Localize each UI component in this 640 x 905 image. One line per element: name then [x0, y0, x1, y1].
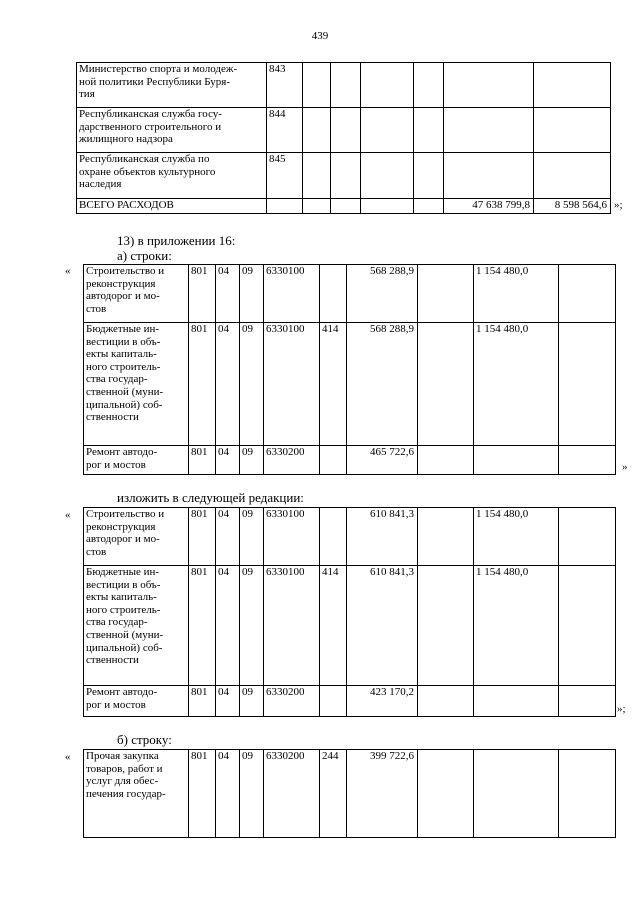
page-number: 439: [311, 30, 329, 42]
department-name: Республиканская служба по охране объектов культурного наследия: [77, 153, 267, 199]
amendment-table-new: [83, 507, 616, 717]
subsection-heading: б) строку:: [117, 732, 172, 747]
table-row: [84, 750, 616, 838]
row-name: Прочая закупка товаров, работ и услуг для обес- печения государ-: [84, 750, 189, 838]
ministry-code: 801: [189, 446, 216, 475]
amount: 465 722,6: [347, 446, 418, 475]
subsection-code: 09: [240, 265, 264, 323]
ministry-code: 801: [189, 750, 216, 838]
section-code: 04: [216, 508, 240, 566]
ministry-code: 801: [189, 566, 216, 686]
target-code: 6330100: [264, 566, 320, 686]
target-code: 6330200: [264, 750, 320, 838]
amount-2: 1 154 480,0: [474, 323, 559, 446]
table-row: [84, 446, 616, 475]
total-value-1: 47 638 799,8: [444, 199, 534, 214]
section-code: 04: [216, 686, 240, 717]
amendment-table-old: [83, 264, 616, 475]
type-code: [320, 265, 347, 323]
row-name: Ремонт автодо- рог и мостов: [84, 446, 189, 475]
target-code: 6330100: [264, 323, 320, 446]
amount: 610 841,3: [347, 566, 418, 686]
replacement-heading: изложить в следующей редакции:: [117, 490, 304, 505]
total-row: [77, 199, 611, 214]
target-code: 6330200: [264, 446, 320, 475]
subsection-code: 09: [240, 323, 264, 446]
subsection-code: 09: [240, 508, 264, 566]
subsection-code: 09: [240, 750, 264, 838]
total-label: ВСЕГО РАСХОДОВ: [77, 199, 267, 214]
row-name: Бюджетные ин- вестиции в объ- екты капиталь- ного строитель- ства государ- ственной (муни- ципальной) соб- ственности: [84, 323, 189, 446]
ministry-code: 801: [189, 686, 216, 717]
target-code: 6330200: [264, 686, 320, 717]
amount-2: [474, 686, 559, 717]
amount: 399 722,6: [347, 750, 418, 838]
ministry-code: 801: [189, 323, 216, 446]
amount-2: [474, 446, 559, 475]
ministry-code: 801: [189, 508, 216, 566]
section-code: 04: [216, 265, 240, 323]
opening-quote: «: [65, 509, 71, 521]
row-name: Бюджетные ин- вестиции в объ- екты капиталь- ного строитель- ства государ- ственной (муни- ципальной) соб- ственности: [84, 566, 189, 686]
closing-quote: »;: [617, 703, 626, 715]
table-row: [84, 566, 616, 686]
total-value-2: 8 598 564,6: [534, 199, 611, 214]
section-code: 04: [216, 323, 240, 446]
table-row: [77, 63, 611, 108]
closing-quote: »: [622, 461, 628, 473]
row-name: Строительство и реконструкция автодорог и мо- стов: [84, 508, 189, 566]
row-name: Ремонт автодо- рог и мостов: [84, 686, 189, 717]
table-row: [84, 686, 616, 717]
amount-2: 1 154 480,0: [474, 508, 559, 566]
department-code: 843: [267, 63, 303, 108]
table-row: [77, 153, 611, 199]
ministry-code: 801: [189, 265, 216, 323]
table-row: [84, 323, 616, 446]
type-code: 414: [320, 323, 347, 446]
department-code: 844: [267, 108, 303, 153]
amount: 568 288,9: [347, 265, 418, 323]
opening-quote: «: [65, 751, 71, 763]
type-code: [320, 686, 347, 717]
amount: 610 841,3: [347, 508, 418, 566]
section-heading: 13) в приложении 16:: [117, 233, 236, 248]
department-name: Республиканская служба госу- дарственного строительного и жилищного надзора: [77, 108, 267, 153]
table-row: [77, 108, 611, 153]
subsection-code: 09: [240, 686, 264, 717]
amendment-table-b: [83, 749, 616, 838]
closing-quote: »;: [614, 199, 623, 211]
type-code: [320, 508, 347, 566]
subsection-code: 09: [240, 446, 264, 475]
section-code: 04: [216, 446, 240, 475]
amount: 423 170,2: [347, 686, 418, 717]
amount-2: [474, 750, 559, 838]
amount-2: 1 154 480,0: [474, 566, 559, 686]
table-row: [84, 508, 616, 566]
amount-2: 1 154 480,0: [474, 265, 559, 323]
section-code: 04: [216, 750, 240, 838]
target-code: 6330100: [264, 508, 320, 566]
top-table: [76, 62, 611, 214]
type-code: 244: [320, 750, 347, 838]
department-code: 845: [267, 153, 303, 199]
amount: 568 288,9: [347, 323, 418, 446]
type-code: [320, 446, 347, 475]
table-row: [84, 265, 616, 323]
subsection-code: 09: [240, 566, 264, 686]
opening-quote: «: [65, 265, 71, 277]
section-code: 04: [216, 566, 240, 686]
row-name: Строительство и реконструкция автодорог и мо- стов: [84, 265, 189, 323]
type-code: 414: [320, 566, 347, 686]
department-name: Министерство спорта и молодеж- ной политики Республики Буря- тия: [77, 63, 267, 108]
subsection-heading: а) строки:: [117, 248, 172, 263]
target-code: 6330100: [264, 265, 320, 323]
